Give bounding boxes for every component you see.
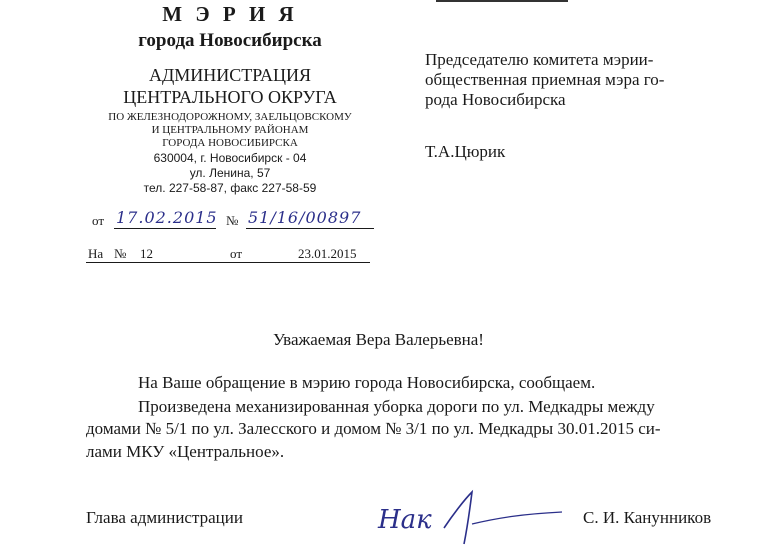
body-line4: лами МКУ «Центральное».: [86, 442, 285, 461]
addressee-line1: Председателю комитета мэрии-: [425, 50, 654, 69]
letterhead-admin-line2: ЦЕНТРАЛЬНОГО ОКРУГА: [123, 87, 337, 107]
reply-number-label: №: [114, 246, 127, 261]
outgoing-number-label: №: [226, 213, 239, 228]
signature-tail: [472, 512, 562, 524]
addressee-name: Т.А.Цюрик: [425, 142, 506, 161]
letterhead-sub-line1: ПО ЖЕЛЕЗНОДОРОЖНОМУ, ЗАЕЛЬЦОВСКОМУ: [108, 111, 352, 123]
body-line3: домами № 5/1 по ул. Залесского и домом № 3/1 по ул. Медкадры 30.01.2015 си-: [86, 419, 661, 438]
letterhead-address-line2: ул. Ленина, 57: [189, 166, 271, 180]
reply-date-value: 23.01.2015: [298, 246, 357, 261]
reply-date-label: от: [230, 246, 243, 261]
letterhead-address-line3: тел. 227-58-87, факс 227-58-59: [143, 181, 317, 195]
letterhead-sub-line3: ГОРОДА НОВОСИБИРСКА: [162, 137, 298, 149]
addressee-line2: общественная приемная мэра го-: [425, 70, 665, 89]
letterhead-city: города Новосибирска: [138, 30, 322, 51]
outgoing-reference: [92, 205, 392, 231]
body-line2: Произведена механизированная уборка дороги по ул. Медкадры между: [138, 397, 655, 416]
letterhead-address-line1: 630004, г. Новосибирск - 04: [153, 151, 307, 165]
signatory-name: С. И. Канунников: [583, 508, 712, 527]
addressee-block: [425, 50, 664, 162]
reply-label: На: [88, 246, 104, 261]
outgoing-date-label: от: [92, 213, 105, 228]
body-line1: На Ваше обращение в мэрию города Новосибирска, сообщаем.: [138, 373, 596, 392]
salutation: Уважаемая Вера Валерьевна!: [273, 330, 484, 349]
handwritten-signature: [372, 488, 572, 548]
letterhead-meria: М Э Р И Я: [162, 2, 298, 26]
signature-stroke: [444, 492, 472, 544]
letterhead-sub-line2: И ЦЕНТРАЛЬНОМУ РАЙОНАМ: [151, 124, 309, 136]
reply-reference: [86, 244, 370, 266]
outgoing-date-value: 17.02.2015: [116, 208, 218, 227]
signatory-position: Глава администрации: [86, 508, 243, 527]
reply-number-value: 12: [140, 246, 153, 261]
reply-underline: [86, 262, 370, 263]
signature-text: Нак: [378, 505, 432, 535]
outgoing-number-underline: [246, 228, 374, 229]
top-edge-rule: [436, 0, 568, 2]
outgoing-number-value: 51/16/00897: [248, 208, 362, 227]
outgoing-date-underline: [114, 228, 216, 229]
addressee-line3: рода Новосибирска: [425, 90, 566, 109]
letterhead-admin-line1: АДМИНИСТРАЦИЯ: [149, 65, 311, 85]
